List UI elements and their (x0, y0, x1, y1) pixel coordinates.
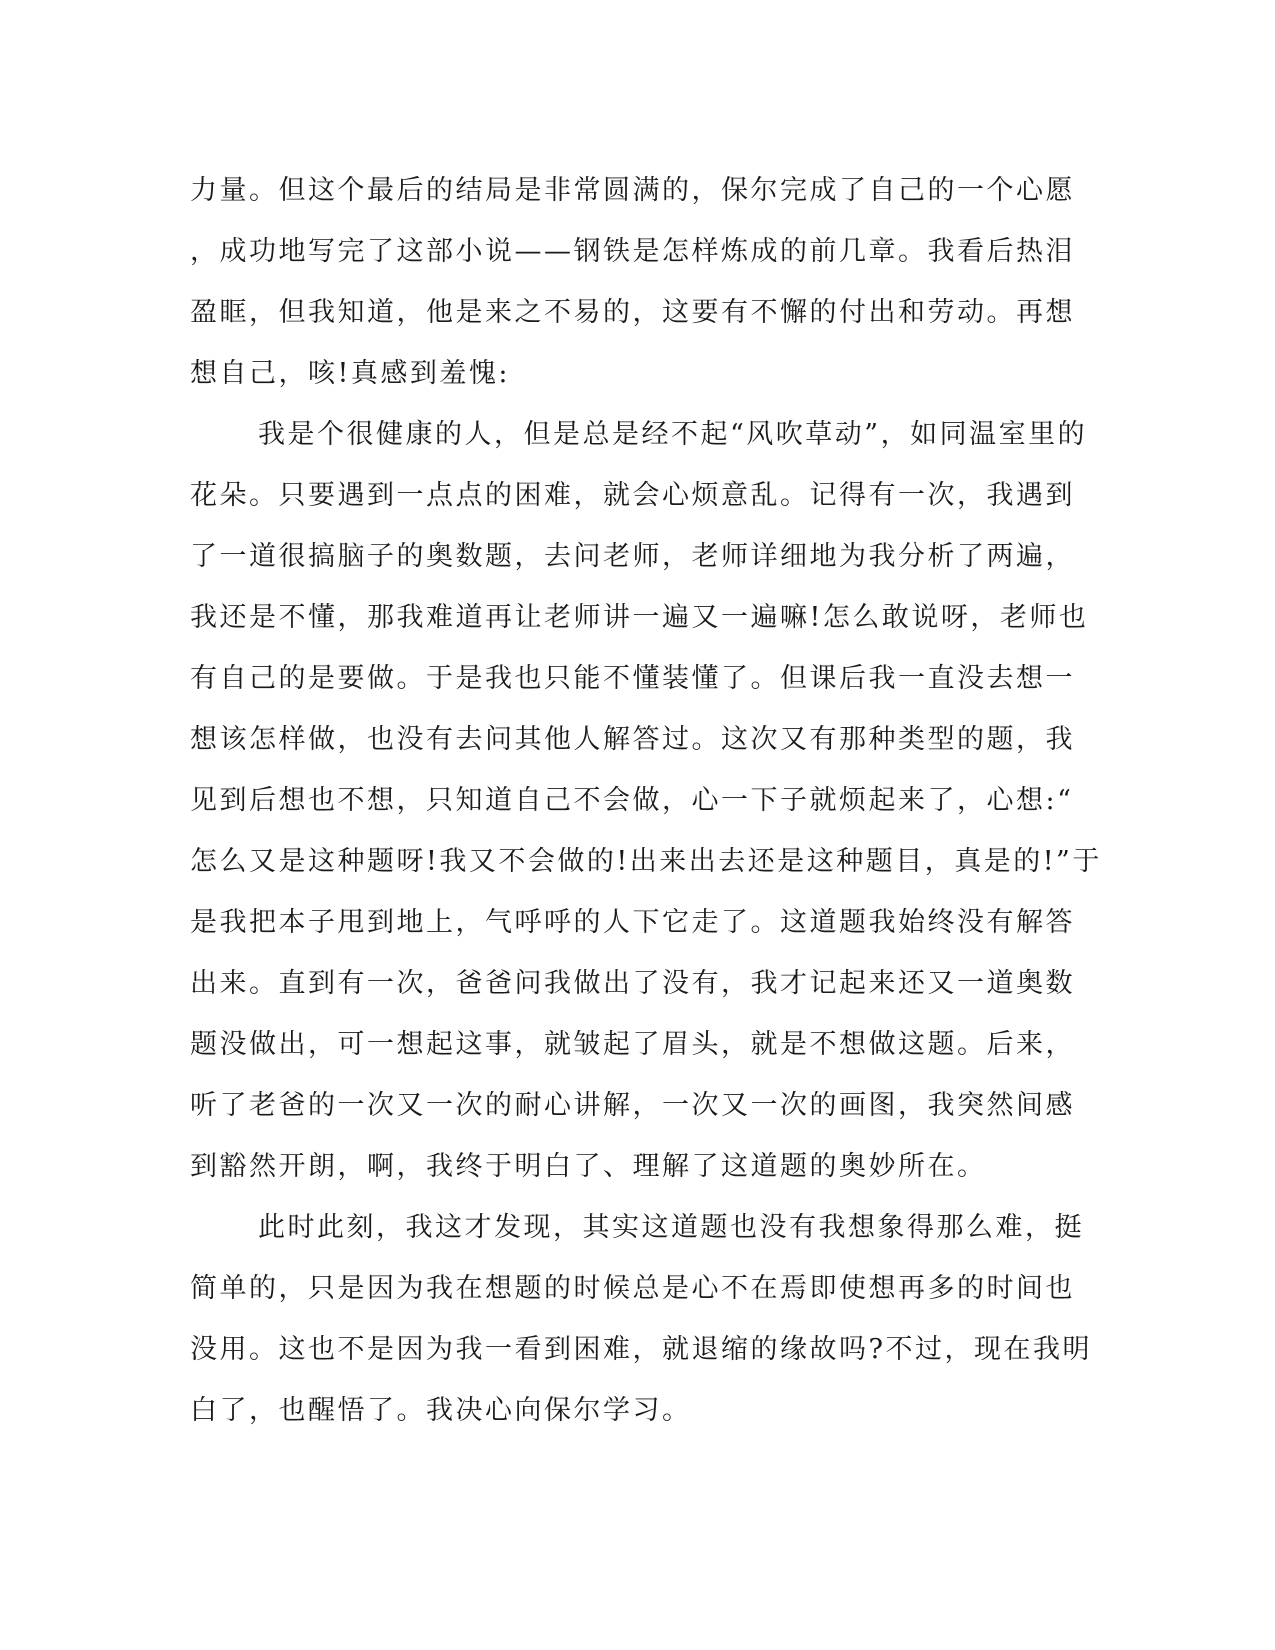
text-line: 想自己，咳!真感到羞愧: (190, 358, 510, 389)
text-line: 是我把本子甩到地上，气呼呼的人下它走了。这道题我始终没有解答 (190, 907, 1075, 938)
paragraph-start-line: 我是个很健康的人，但是总是经不起“风吹草动”，如同温室里的 (258, 419, 1088, 450)
text-line: 白了，也醒悟了。我决心向保尔学习。 (190, 1395, 692, 1426)
text-line: 想该怎样做，也没有去问其他人解答过。这次又有那种类型的题，我 (190, 724, 1075, 755)
text-line: 怎么又是这种题呀!我又不会做的!出来出去还是这种题目，真是的!”于 (190, 846, 1102, 877)
text-line: 听了老爸的一次又一次的耐心讲解，一次又一次的画图，我突然间感 (190, 1090, 1075, 1121)
text-line: 了一道很搞脑子的奥数题，去问老师，老师详细地为我分析了两遍， (190, 541, 1075, 572)
text-line: 盈眶，但我知道，他是来之不易的，这要有不懈的付出和劳动。再想 (190, 297, 1075, 328)
document-body (190, 160, 1102, 1441)
text-line: 题没做出，可一想起这事，就皱起了眉头，就是不想做这题。后来， (190, 1029, 1075, 1060)
text-line: 到豁然开朗，啊，我终于明白了、理解了这道题的奥妙所在。 (190, 1151, 987, 1182)
text-line: ，成功地写完了这部小说——钢铁是怎样炼成的前几章。我看后热泪 (190, 236, 1075, 267)
text-line: 没用。这也不是因为我一看到困难，就退缩的缘故吗?不过，现在我明 (190, 1334, 1092, 1365)
text-line: 见到后想也不想，只知道自己不会做，心一下子就烦起来了，心想:“ (190, 785, 1074, 816)
text-line: 简单的，只是因为我在想题的时候总是心不在焉即使想再多的时间也 (190, 1273, 1075, 1304)
text-line: 出来。直到有一次，爸爸问我做出了没有，我才记起来还又一道奥数 (190, 968, 1075, 999)
text-line: 花朵。只要遇到一点点的困难，就会心烦意乱。记得有一次，我遇到 (190, 480, 1075, 511)
text-line: 有自己的是要做。于是我也只能不懂装懂了。但课后我一直没去想一 (190, 663, 1075, 694)
text-line: 力量。但这个最后的结局是非常圆满的，保尔完成了自己的一个心愿 (190, 175, 1075, 206)
paragraph-start-line: 此时此刻，我这才发现，其实这道题也没有我想象得那么难，挺 (258, 1212, 1084, 1243)
text-line: 我还是不懂，那我难道再让老师讲一遍又一遍嘛!怎么敢说呀，老师也 (190, 602, 1089, 633)
